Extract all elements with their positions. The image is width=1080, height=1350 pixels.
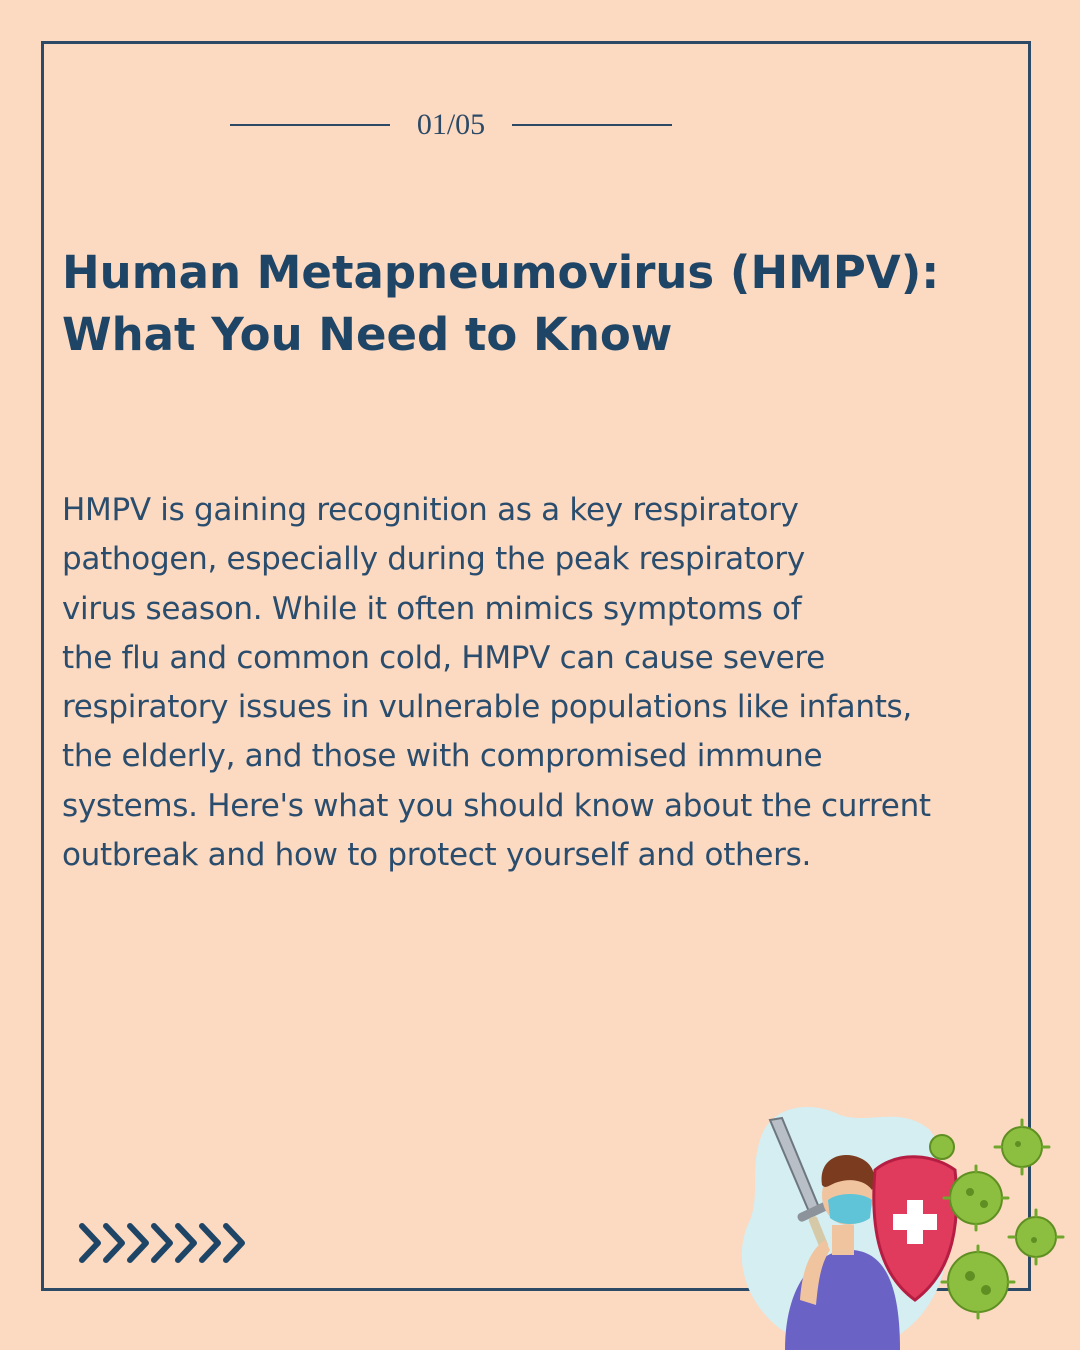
virus-defender-illustration bbox=[730, 1100, 1080, 1350]
body-line: respiratory issues in vulnerable populations like infants, bbox=[62, 689, 912, 726]
counter-divider-right bbox=[512, 124, 672, 126]
counter-divider-left bbox=[230, 124, 390, 126]
body-line: pathogen, especially during the peak respiratory bbox=[62, 541, 805, 578]
title-line-1: Human Metapneumovirus (HMPV): bbox=[62, 246, 940, 299]
page-title bbox=[62, 242, 1022, 366]
body-line: the flu and common cold, HMPV can cause severe bbox=[62, 639, 825, 676]
title-line-2: What You Need to Know bbox=[62, 308, 673, 361]
body-line: HMPV is gaining recognition as a key respiratory bbox=[62, 492, 799, 528]
chevrons-right-icon[interactable] bbox=[76, 1218, 256, 1268]
body-line: virus season. While it often mimics symptoms of bbox=[62, 590, 802, 627]
body-line: the elderly, and those with compromised immune bbox=[62, 738, 823, 775]
body-line: systems. Here's what you should know about the current bbox=[62, 787, 931, 824]
slide-counter bbox=[230, 105, 672, 145]
slide-counter-text: 01/05 bbox=[416, 108, 486, 141]
body-paragraph bbox=[62, 486, 1022, 880]
body-line: outbreak and how to protect yourself and others. bbox=[62, 837, 812, 874]
